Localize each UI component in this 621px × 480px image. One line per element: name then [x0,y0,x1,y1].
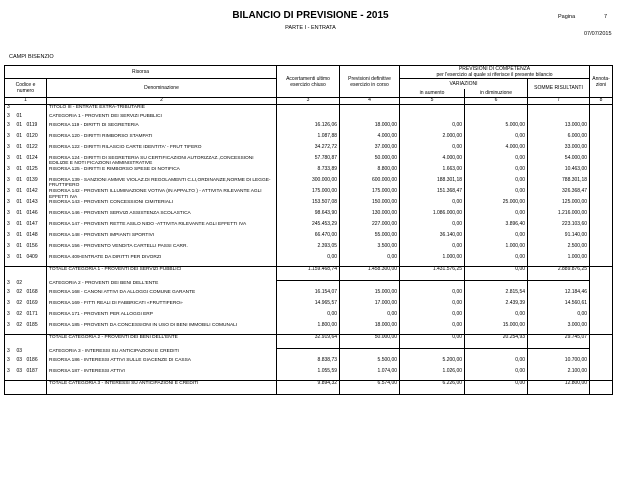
somme-value: 2.100,00 [528,369,590,381]
code-part-1: 3 [5,290,15,301]
total-row [5,335,613,349]
code-part-3: 0146 [26,210,38,217]
code-part-2: 01 [16,143,23,150]
page-number: 7 [604,14,608,20]
code-part-1: 3 [5,301,15,312]
aumento-value: 1.663,00 [400,167,465,178]
code-part-3: 0187 [26,368,38,375]
row-description: RISORSA 125 - DIRITTI E RIMBORSO SPESE DI NOTIFICA [47,167,277,178]
code-part-3 [25,381,47,395]
row-description: TOTALE CATEGORIA 2 - PROVENTI DEI BENI DELL'ENTE [47,335,277,349]
annotazioni-cell [590,301,613,312]
code-part-3: 0169 [26,300,38,307]
risorsa-row [5,123,613,134]
accertamenti-value: 1.087,88 [277,134,340,145]
diminuzione-value: 15.000,00 [465,323,528,335]
annotazioni-cell [590,290,613,301]
annotazioni-cell [590,381,613,395]
code-part-3 [25,104,47,114]
code-part-2: 02 [16,311,23,318]
col-number-4: 4 [340,98,400,105]
variazioni-header: VARIAZIONI [400,79,528,89]
code-part-1: 3 [5,281,15,291]
accertamenti-value: 0,00 [277,312,340,323]
row-description: TITOLO III - ENTRATE EXTRA-TRIBUTARIE [47,104,277,114]
code-part-3 [25,267,47,281]
code-part-2: 01 [16,121,23,128]
aumento-value [400,104,465,114]
code-part-1: 3 [5,145,15,156]
annotazioni-cell [590,281,613,291]
accertamenti-header: Accertamenti ultimo esercizio chiuso [277,66,340,98]
row-description: RISORSA 168 - CANONI ATTIVI DA ALLOGGI COMUNE GARANTE [47,290,277,301]
somme-value: 10.700,00 [528,358,590,369]
code-part-2: 01 [16,243,23,250]
code-part-3: 0119 [26,121,38,128]
code-part-1: 3 [5,358,15,369]
diminuzione-value: 0,00 [465,178,528,189]
annotazioni-cell [590,114,613,123]
col-number-2: 2 [47,98,277,105]
previsioni-value: 18.000,00 [340,323,400,335]
code-part-1: 3 [5,222,15,233]
accertamenti-value: 9.894,32 [277,381,340,395]
code-part-3: 0142 [26,187,38,194]
col-number-8: 8 [590,98,613,105]
row-description: RISORSA 186 - INTERESSI ATTIVI SULLE GIACENZE DI CASSA [47,358,277,369]
diminuzione-value [465,104,528,114]
somme-value: 54.000,00 [528,156,590,167]
code-part-3: 0409 [26,254,38,261]
previsioni-value: 1.458.300,00 [340,267,400,281]
code-part-3: 0120 [26,132,38,139]
row-description: RISORSA 409-ENTRATE DA DIRITTI PER DIVORZI [47,255,277,267]
code-part-1: 3 [5,323,15,335]
code-part-3: 0122 [26,143,38,150]
diminuzione-value: 0,00 [465,134,528,145]
code-part-3: 0143 [26,199,38,206]
previsioni-value: 55.000,00 [340,233,400,244]
annotazioni-cell [590,104,613,114]
annotazioni-cell [590,134,613,145]
code-part-2: 01 [16,254,23,261]
code-part-2: 03 [16,357,23,364]
code-part-1: 3 [5,156,15,167]
accertamenti-value: 300.000,00 [277,178,340,189]
diminuzione-value: 5.000,00 [465,123,528,134]
row-description: RISORSA 169 - FITTI REALI DI FABBRICATI «FRUTTIFERO» [47,301,277,312]
diminuzione-value: 0,00 [465,381,528,395]
previsioni-definitive-header: Previsioni definitive esercizio in corso [340,66,400,98]
code-part-2: 01 [16,176,23,183]
code-part-1: 3 [5,255,15,267]
code-part-1: 3 [5,123,15,134]
code-part-2: 02 [16,289,23,296]
col-number-7: 7 [528,98,590,105]
aumento-value: 36.140,00 [400,233,465,244]
row-description: CATEGORIA 2 - PROVENTI DEI BENI DELL'ENTE [47,281,277,291]
annotazioni-cell [590,189,613,200]
diminuzione-value: 0,00 [465,189,528,200]
annotazioni-cell [590,178,613,189]
row-description: CATEGORIA 3 - INTERESSI SU ANTICIPAZIONI E CREDITI [47,349,277,359]
somme-value: 0,00 [528,312,590,323]
previsioni-value: 150.000,00 [340,200,400,211]
code-part-1: 3 [5,312,15,323]
code-part-2: 01 [16,210,23,217]
previsioni-value: 175.000,00 [340,189,400,200]
row-description: RISORSA 139 - SANZIONI AMMVE VIOLAZ.DI REGOLAMENTI C.LI,ORDINANZE,NORME DI LEGGE-FRUTTIFERO [47,178,277,189]
aumento-value: 1.431.576,25 [400,267,465,281]
codice-header: Codice e numero [5,79,47,98]
somme-value: 14.560,61 [528,301,590,312]
accertamenti-value: 153.507,08 [277,200,340,211]
document-subtitle: PARTE I - ENTRATA [285,25,336,31]
row-description: RISORSA 148 - PROVENTI IMPIANTI SPORTIVI [47,233,277,244]
aumento-value: 5.200,00 [400,358,465,369]
somme-value: 223.103,60 [528,222,590,233]
title-row [5,104,613,114]
somme-value: 6.000,00 [528,134,590,145]
code-part-2: 01 [16,187,23,194]
code-part-2 [15,267,25,281]
aumento-value: 0,00 [400,290,465,301]
annotazioni-cell [590,200,613,211]
code-part-1: 3 [5,233,15,244]
previsioni-value: 37.000,00 [340,145,400,156]
somme-value: 91.140,00 [528,233,590,244]
page-label: Pagina [558,14,576,20]
previsioni-value: 18.000,00 [340,123,400,134]
code-part-3: 0124 [26,154,38,161]
code-part-2: 01 [16,165,23,172]
annotazioni-cell [590,312,613,323]
total-row [5,267,613,281]
code-part-3: 0168 [26,289,38,296]
row-description: TOTALE CATEGORIA 1 - PROVENTI DEI SERVIZI PUBBLICI [47,267,277,281]
row-description: RISORSA 120 - DIRITTI RIMBORSO STAMPATI [47,134,277,145]
somme-value: 13.000,00 [528,123,590,134]
code-part-3: 0185 [26,322,38,329]
row-description: RISORSA 156 - PROVENTO VENDITA CARTELLI PASSI CARR. [47,244,277,255]
accertamenti-value: 57.780,87 [277,156,340,167]
code-part-3: 0148 [26,232,38,239]
previsioni-value [340,104,400,114]
in-aumento-header: in aumento [400,89,465,98]
code-part-1: 3 [5,189,15,200]
somme-value: 1.216.000,00 [528,211,590,222]
accertamenti-value: 34.272,72 [277,145,340,156]
annotazioni-cell [590,222,613,233]
accertamenti-value: 2.393,05 [277,244,340,255]
accertamenti-value: 1.159.468,74 [277,267,340,281]
somme-value: 12.800,00 [528,381,590,395]
code-part-1: 3 [5,349,15,359]
somme-value: 12.184,46 [528,290,590,301]
accertamenti-value: 16.126,06 [277,123,340,134]
somme-value: 3.000,00 [528,323,590,335]
previsioni-value: 15.000,00 [340,290,400,301]
annotazioni-cell [590,123,613,134]
somme-value: 125.000,00 [528,200,590,211]
diminuzione-value: 0,00 [465,255,528,267]
diminuzione-value: 0,00 [465,233,528,244]
code-part-2: 01 [16,232,23,239]
accertamenti-value: 14.965,57 [277,301,340,312]
diminuzione-value: 0,00 [465,167,528,178]
annotazioni-cell [590,145,613,156]
accertamenti-value: 245.453,29 [277,222,340,233]
annotazioni-cell [590,349,613,359]
col-number-5: 5 [400,98,465,105]
row-description: RISORSA 124 - DIRITTI DI SEGRETERIA SU CERTIFICAZIONI AUTORIZZAZ.,CONCESSIONI EDILIZIE E NOTI FICAZIONI AMMINISTRATIVE [47,156,277,167]
aumento-value: 1.086.000,00 [400,211,465,222]
accertamenti-value: 8.733,89 [277,167,340,178]
row-description: TOTALE CATEGORIA 3 - INTERESSI SU ANTICIPAZIONI E CREDITI [47,381,277,395]
aumento-value: 151.368,47 [400,189,465,200]
previsioni-value: 50.000,00 [340,156,400,167]
code-part-2: 02 [16,279,23,286]
somme-value: 2.889.876,25 [528,267,590,281]
annotazioni-cell [590,167,613,178]
previsioni-value: 8.800,00 [340,167,400,178]
aumento-value: 0,00 [400,222,465,233]
accertamenti-value: 1.800,00 [277,323,340,335]
somme-value: 1.000,00 [528,255,590,267]
previsioni-value: 4.000,00 [340,134,400,145]
aumento-value: 188.301,18 [400,178,465,189]
aumento-value: 0,00 [400,244,465,255]
code-part-2: 01 [16,221,23,228]
aumento-value: 0,00 [400,301,465,312]
accertamenti-value: 1.055,59 [277,369,340,381]
col-number-3: 3 [277,98,340,105]
risorsa-row [5,255,613,267]
budget-table-body [5,104,613,395]
accertamenti-value: 175.000,00 [277,189,340,200]
code-part-2: 01 [16,112,23,119]
code-part-3: 0156 [26,243,38,250]
aumento-value: 1.000,00 [400,255,465,267]
somme-value: 29.745,07 [528,335,590,349]
annotazioni-cell [590,255,613,267]
annotazioni-cell [590,358,613,369]
diminuzione-value: 1.000,00 [465,244,528,255]
code-part-2: 03 [16,368,23,375]
code-part-1 [5,381,15,395]
diminuzione-value: 0,00 [465,267,528,281]
risorsa-row [5,134,613,145]
code-part-2: 01 [16,154,23,161]
previsioni-value: 5.500,00 [340,358,400,369]
previsioni-value: 0,00 [340,312,400,323]
risorsa-header: Risorsa [5,66,277,79]
previsioni-value: 6.574,00 [340,381,400,395]
accertamenti-value: 98.643,90 [277,211,340,222]
aumento-value: 1.026,00 [400,369,465,381]
table-bottom-border [5,395,613,396]
aumento-value: 0,00 [400,312,465,323]
annotazioni-header: Annota- zioni [590,66,613,98]
annotazioni-cell [590,211,613,222]
diminuzione-value: 2.815,54 [465,290,528,301]
code-part-1: 3 [5,167,15,178]
code-part-2: 02 [16,322,23,329]
diminuzione-value: 0,00 [465,369,528,381]
somme-value: 326.368,47 [528,189,590,200]
code-part-1: 3 [5,244,15,255]
code-part-1 [5,267,15,281]
diminuzione-value: 0,00 [465,358,528,369]
column-number-row [5,98,613,105]
code-part-3: 0125 [26,165,38,172]
code-part-2: 02 [16,300,23,307]
code-part-1: 3 [5,369,15,381]
previsioni-value: 3.500,00 [340,244,400,255]
aumento-value: 6.226,00 [400,381,465,395]
aumento-value: 0,00 [400,335,465,349]
risorsa-row [5,145,613,156]
previsioni-value: 50.000,00 [340,335,400,349]
annotazioni-cell [590,244,613,255]
code-part-2 [15,335,25,349]
in-diminuzione-header: in diminuzione [465,89,528,98]
code-part-1: 3 [5,178,15,189]
row-description: RISORSA 143 - PROVENTI CONCESSIONI CIMITERIALI [47,200,277,211]
aumento-value: 4.000,00 [400,156,465,167]
annotazioni-cell [590,335,613,349]
row-description: RISORSA 185 - PROVENTI DA CONCESSIONI IN USO DI BENI IMMOBILI COMUNALI [47,323,277,335]
diminuzione-value: 2.439,39 [465,301,528,312]
annotazioni-cell [590,267,613,281]
denominazione-header: Denominazione [47,79,277,98]
code-part-3 [25,335,47,349]
row-description: RISORSA 119 - DIRITTI DI SEGRETERIA [47,123,277,134]
previsioni-value: 0,00 [340,255,400,267]
row-description: RISORSA 171 - PROVENTI PER ALLOGGI ERP [47,312,277,323]
previsioni-competenza-header [400,66,590,79]
somme-value: 10.463,00 [528,167,590,178]
code-part-1: 3 [5,104,15,114]
somme-value: 788.301,18 [528,178,590,189]
code-part-2 [15,381,25,395]
code-part-2: 01 [16,132,23,139]
code-part-1: 3 [5,134,15,145]
somme-risultanti-header: SOMME RISULTANTI [528,79,590,98]
diminuzione-value: 0,00 [465,156,528,167]
annotazioni-cell [590,156,613,167]
col-number-6: 6 [465,98,528,105]
annotazioni-cell [590,369,613,381]
diminuzione-value: 0,00 [465,312,528,323]
somme-value: 2.500,00 [528,244,590,255]
previsioni-competenza-sub: per l'esercizio al quale si riferisce il presente bilancio [436,72,553,78]
diminuzione-value: 0,00 [465,211,528,222]
somme-value: 33.000,00 [528,145,590,156]
aumento-value: 0,00 [400,145,465,156]
diminuzione-value: 25.000,00 [465,200,528,211]
code-part-3: 0186 [26,357,38,364]
code-part-3: 0171 [26,311,38,318]
row-description: RISORSA 142 - PROVENTI ILLUMINAZIONE VOTIVA (IN APPALTO ) - ATTIVITA RILEVANTE AGLI EFFETTI IVA [47,189,277,200]
risorsa-row [5,323,613,335]
row-description: CATEGORIA 1 - PROVENTI DEI SERVIZI PUBBLICI [47,114,277,123]
aumento-value: 0,00 [400,123,465,134]
annotazioni-cell [590,323,613,335]
aumento-value: 0,00 [400,323,465,335]
diminuzione-value: 4.000,00 [465,145,528,156]
code-part-1: 3 [5,200,15,211]
accertamenti-value: 32.919,64 [277,335,340,349]
accertamenti-value: 16.154,07 [277,290,340,301]
document-date: 07/07/2015 [584,31,612,37]
previsioni-value: 227.000,00 [340,222,400,233]
diminuzione-value: 3.896,40 [465,222,528,233]
code-part-3: 0147 [26,221,38,228]
ente-name: CAMPI BISENZIO [9,54,54,60]
accertamenti-value: 8.838,73 [277,358,340,369]
accertamenti-value: 0,00 [277,255,340,267]
somme-value [528,104,590,114]
code-part-2: 01 [16,199,23,206]
code-part-1 [5,335,15,349]
budget-table [4,65,613,395]
col-number-1: 1 [5,98,47,105]
row-description: RISORSA 187 - INTERESSI ATTIVI [47,369,277,381]
aumento-value: 0,00 [400,200,465,211]
annotazioni-cell [590,233,613,244]
previsioni-value: 130.000,00 [340,211,400,222]
diminuzione-value: 20.254,93 [465,335,528,349]
code-part-1: 3 [5,211,15,222]
accertamenti-value [277,104,340,114]
aumento-value: 2.000,00 [400,134,465,145]
row-description: RISORSA 122 - DIRITTI RILASCIO CARTE IDENTITA' - FRUT TIFERO [47,145,277,156]
row-description: RISORSA 147 - PROVENTI RETTE ASILO NIDO -ATTIVITA RILEVANTE AGLI EFFETTI IVA [47,222,277,233]
code-part-3: 0139 [26,176,38,183]
previsioni-competenza-title: PREVISIONI DI COMPETENZA [458,66,531,72]
previsioni-value: 600.000,00 [340,178,400,189]
risorsa-row [5,369,613,381]
code-part-1: 3 [5,114,15,123]
total-row [5,381,613,395]
document-title: BILANCIO DI PREVISIONE - 2015 [232,10,389,21]
row-description: RISORSA 146 - PROVENTI SERVIZI ASSISTENZA SCOLASTICA [47,211,277,222]
previsioni-value: 17.000,00 [340,301,400,312]
code-part-2: 03 [16,347,23,354]
previsioni-value: 1.074,00 [340,369,400,381]
accertamenti-value: 66.470,00 [277,233,340,244]
